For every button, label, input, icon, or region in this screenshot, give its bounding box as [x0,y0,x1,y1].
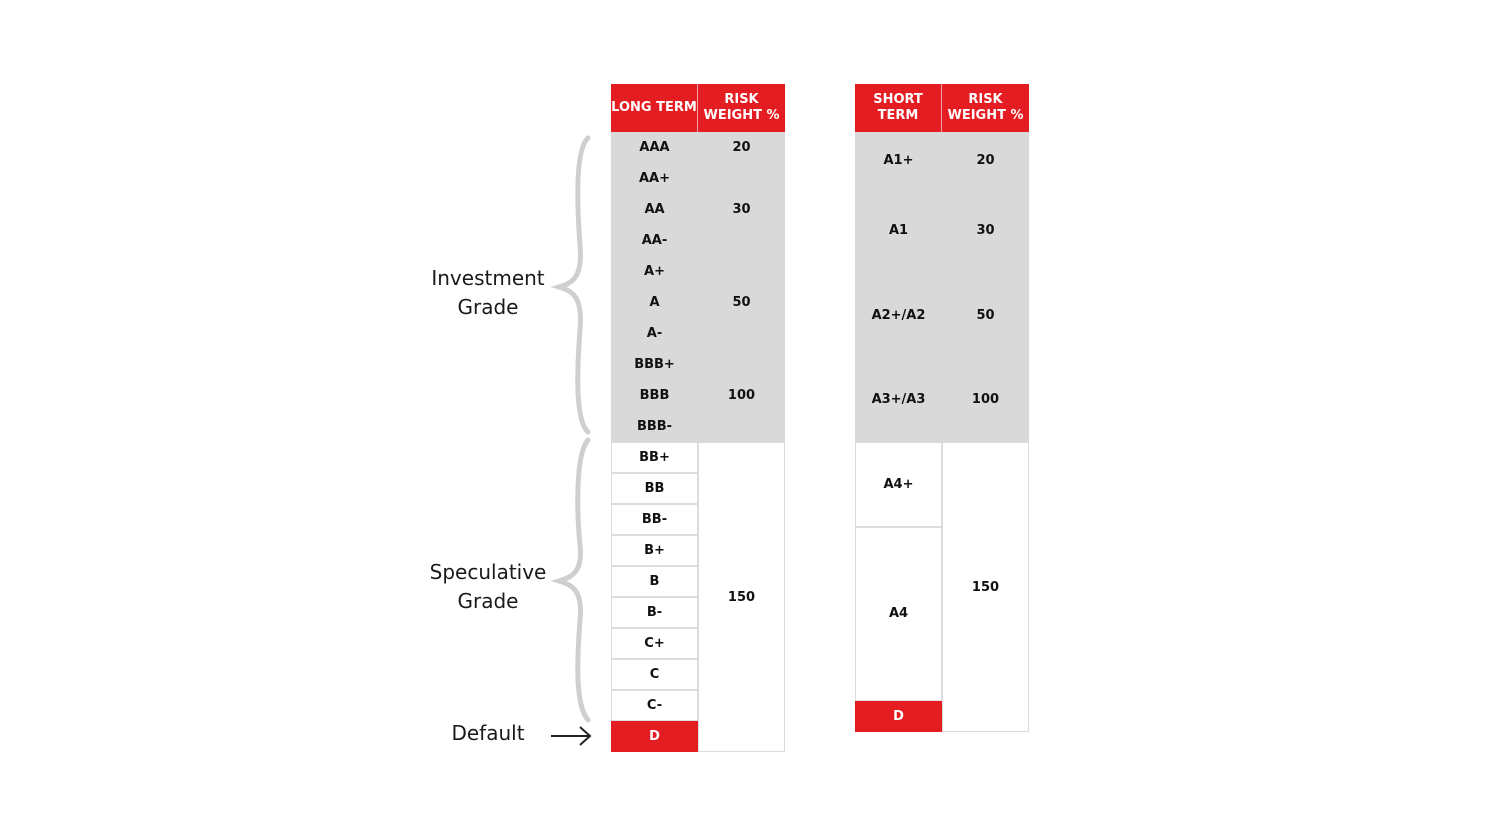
long-term-rating-cell: C+ [611,628,698,659]
arrow-right-icon [551,727,590,745]
long-term-rating-cell: A [611,287,698,318]
long-term-rating-cell: D [611,721,698,752]
investment-label-line-1: Investment [431,266,545,290]
long-risk-weight-cell: 20 [732,140,751,155]
long-term-rating-cell: AA [611,194,698,225]
short-term-rating-cell: A4+ [855,442,942,527]
short-risk-weight-cell: 20 [942,132,1029,188]
investment-curly-brace-icon [559,138,588,432]
long-term-rating-cell: A- [611,318,698,349]
long-term-rating-cell: BB+ [611,442,698,473]
long-risk-weight-cell: 50 [732,295,751,310]
speculative-grade-label [418,558,558,616]
speculative-curly-brace-icon [559,440,588,720]
long-term-rating-cell: BBB- [611,411,698,442]
long-term-header: LONG TERM [611,84,698,132]
long-risk-weight-cell: 100 [727,388,756,403]
short-term-header: SHORT TERM [855,84,942,132]
investment-grade-label [418,264,558,322]
short-risk-weight-cell: 30 [942,188,1029,273]
speculative-label-line-1: Speculative [429,560,547,584]
short-term-rating-cell: A2+/A2 [855,273,942,358]
speculative-label-line-2: Grade [457,589,519,613]
long-term-rating-cell: B [611,566,698,597]
long-term-rating-cell: BB- [611,504,698,535]
long-risk-weight-header: RISK WEIGHT % [698,84,785,132]
long-term-rating-cell: BBB+ [611,349,698,380]
short-term-rating-cell: A1 [855,188,942,273]
long-term-rating-cell: B- [611,597,698,628]
short-term-rating-cell: A3+/A3 [855,357,942,442]
long-term-rating-cell: AA+ [611,163,698,194]
long-term-rating-cell: C- [611,690,698,721]
short-risk-weight-cell: 150 [942,442,1029,732]
short-term-rating-cell: A1+ [855,132,942,188]
long-term-rating-cell: A+ [611,256,698,287]
long-risk-weight-cell: 150 [698,442,785,752]
default-label: Default [451,721,525,745]
short-term-rating-cell: A4 [855,527,942,702]
long-term-rating-cell: B+ [611,535,698,566]
short-risk-weight-cell: 50 [942,273,1029,358]
short-risk-weight-cell: 100 [942,357,1029,442]
long-term-rating-cell: BB [611,473,698,504]
short-term-rating-cell: D [855,701,942,732]
short-risk-weight-header: RISK WEIGHT % [942,84,1029,132]
investment-label-line-2: Grade [457,295,519,319]
long-term-rating-cell: AAA [611,132,698,163]
long-term-rating-cell: C [611,659,698,690]
long-term-rating-cell: BBB [611,380,698,411]
long-risk-weight-cell: 30 [732,202,751,217]
long-term-rating-cell: AA- [611,225,698,256]
